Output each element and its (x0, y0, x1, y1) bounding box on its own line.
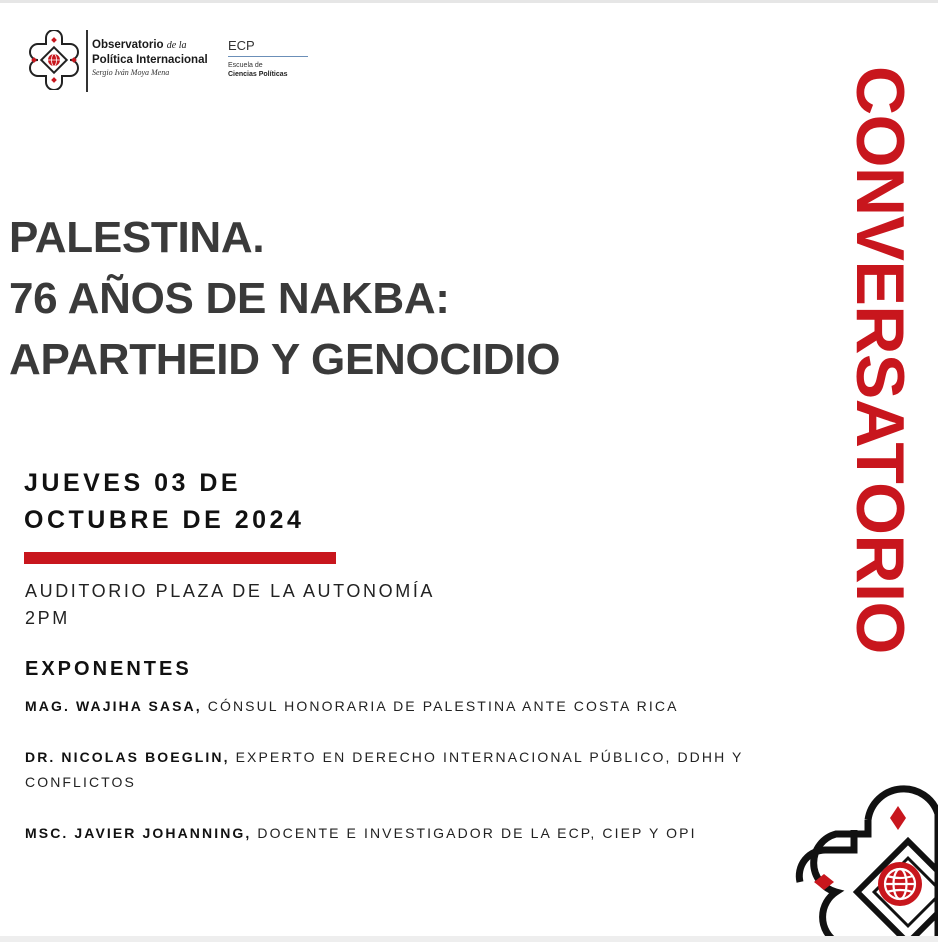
org-name-1: Observatorio (92, 39, 164, 51)
vertical-label: CONVERSATORIO (842, 66, 918, 654)
ecp-underline (228, 56, 308, 57)
title-line-3: APARTHEID Y GENOCIDIO (9, 335, 561, 384)
top-border (0, 0, 938, 3)
speaker-name: MSC. JAVIER JOHANNING, (25, 825, 252, 841)
accent-bar (24, 552, 336, 564)
speaker-name: DR. NICOLAS BOEGLIN, (25, 749, 230, 765)
ecp-subtitle-1: Escuela de (228, 62, 263, 69)
observatorio-emblem-icon (24, 30, 84, 90)
org-name-1b: de la (166, 40, 187, 51)
date-line-2: OCTUBRE DE 2024 (24, 506, 305, 534)
speaker-item (25, 821, 745, 846)
speaker-role: CÓNSUL HONORARIA DE PALESTINA ANTE COSTA RICA (207, 698, 679, 714)
org-subtitle: Sergio Iván Moya Mena (92, 68, 170, 77)
speaker-item (25, 745, 745, 795)
logo-divider (86, 30, 88, 92)
date-line-1: JUEVES 03 DE (24, 469, 242, 497)
globe-emblem-icon (786, 770, 938, 942)
title-line-2: 76 AÑOS DE NAKBA: (9, 274, 450, 323)
venue-time: 2PM (25, 608, 70, 628)
org-name-2: Política Internacional (92, 54, 208, 66)
org-name (92, 38, 208, 67)
speaker-role: EXPERTO EN DERECHO INTERNACIONAL PÚBLICO, DDHH Y CONFLICTOS (25, 749, 744, 790)
bottom-border (0, 936, 938, 942)
speaker-item (25, 694, 745, 719)
speakers-heading: EXPONENTES (25, 658, 192, 680)
speaker-role: DOCENTE E INVESTIGADOR DE LA ECP, CIEP Y OPI (257, 825, 697, 841)
speaker-name: MAG. WAJIHA SASA, (25, 698, 202, 714)
ecp-subtitle-2: Ciencias Políticas (228, 71, 288, 78)
ecp-title: ECP (228, 38, 255, 53)
venue-place: AUDITORIO PLAZA DE LA AUTONOMÍA (25, 581, 436, 601)
title-line-1: PALESTINA. (9, 213, 265, 262)
